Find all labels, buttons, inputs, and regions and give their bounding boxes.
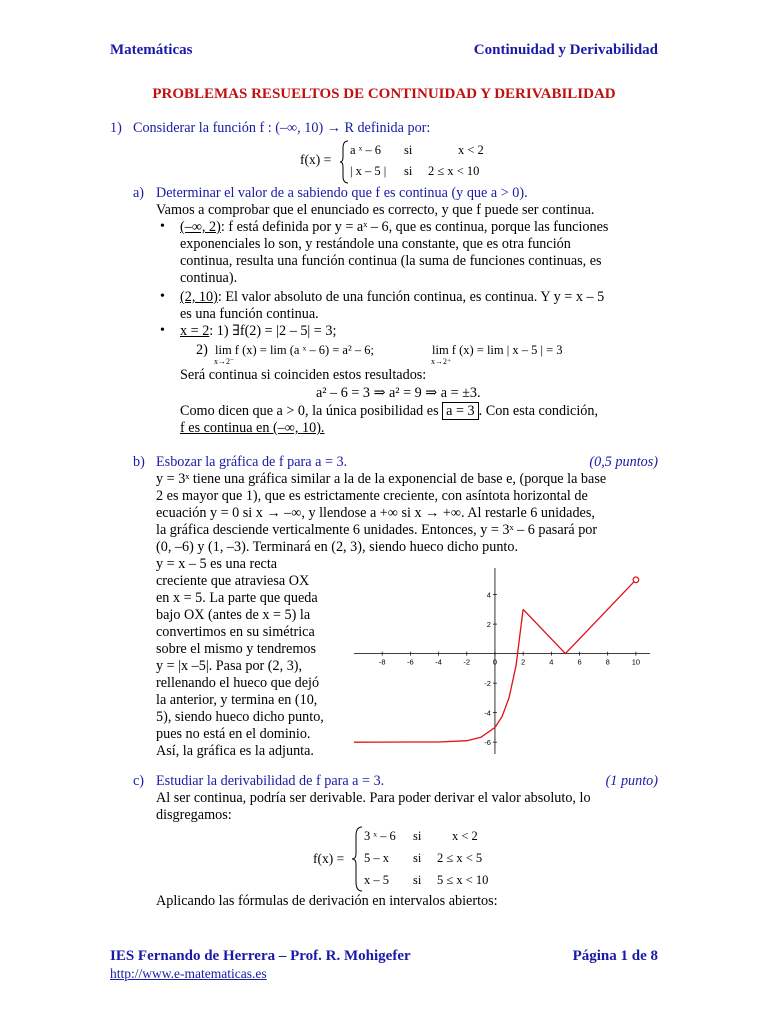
piece2-1-expr: 3 ˣ – 6 (364, 829, 396, 843)
piece-2-si: si (404, 164, 413, 178)
conclusion-line-2: f es continua en (–∞, 10). (180, 420, 325, 436)
part-b-line-4: la gráfica desciende verticalmente 6 unidades. Entonces, y = 3ˣ – 6 pasará por (156, 522, 598, 538)
side-line: en x = 5. La parte que queda (156, 590, 318, 606)
conclusion-line-1 (180, 403, 598, 420)
side-line: rellenando el hueco que dejó (156, 675, 320, 691)
series-line-0 (354, 609, 526, 742)
piece2-1-si: si (413, 829, 422, 843)
bullet-icon: • (160, 289, 165, 304)
part-b-paragraph (156, 471, 658, 556)
part-b-line-1: y = 3ˣ tiene una gráfica similar a la de la exponencial de base e, (porque la base (156, 471, 607, 487)
y-tick-label: 4 (486, 590, 491, 600)
piece-2-expr: | x – 5 | (350, 164, 387, 178)
x-tick-label: -8 (378, 657, 386, 667)
piecewise2-lhs: f(x) = (313, 851, 345, 866)
conclusion-text-a: Como dicen que a > 0, la única posibilidad es (180, 403, 439, 419)
piece-2-cond: 2 ≤ x < 10 (428, 164, 480, 178)
piece-1-si: si (404, 143, 413, 157)
bullet-1-text (180, 219, 658, 287)
part-b-line-3: ecuación y = 0 si x → –∞, y llendose a +∞ si x → +∞. Al restarle 6 unidades, (156, 505, 595, 521)
x-tick-label: 0 (492, 657, 498, 667)
equation-line: a² – 6 = 3 ⇒ a² = 9 ⇒ a = ±3. (316, 385, 481, 401)
bullet-1-line-2: exponenciales lo son, y restándole una constante, que es otra función (180, 236, 571, 252)
brace-icon (340, 140, 350, 184)
bullet-icon: • (160, 219, 165, 234)
part-c-points: (1 punto) (605, 773, 658, 789)
limit-right-sub: x→2⁺ (431, 357, 452, 366)
bullet-1-lead: (–∞, 2) (180, 219, 221, 235)
part-b-line-2: 2 es mayor que 1), que es estrictamente creciente, con asíntota horizontal de (156, 488, 588, 504)
side-line: sobre el mismo y tendremos (156, 641, 316, 657)
part-c-after: Aplicando las fórmulas de derivación en intervalos abiertos: (156, 893, 498, 909)
side-line: creciente que atraviesa OX (156, 573, 310, 589)
answer-box: a = 3 (442, 402, 479, 420)
side-line: pues no está en el dominio. (156, 726, 311, 742)
x-tick-label: 2 (521, 657, 526, 667)
limit-step-label: 2) (196, 342, 208, 358)
x-tick-label: -2 (463, 657, 471, 667)
footer-left: IES Fernando de Herrera – Prof. R. Mohigefer (110, 948, 411, 964)
bullet-icon: • (160, 323, 165, 338)
piece2-3-expr: x – 5 (364, 873, 389, 887)
function-graph (352, 560, 658, 760)
bullet-2-lead: (2, 10) (180, 289, 218, 305)
y-tick-label: 2 (486, 620, 491, 630)
part-c-title: Estudiar la derivabilidad de f para a = 3. (156, 773, 385, 789)
piece2-3-cond: 5 ≤ x < 10 (437, 873, 489, 887)
part-b-title: Esbozar la gráfica de f para a = 3. (156, 454, 348, 470)
x-tick-label: -6 (407, 657, 414, 667)
part-b-label: b) (133, 454, 145, 470)
side-line: bajo OX (antes de x = 5) la (156, 607, 311, 623)
side-line: Así, la gráfica es la adjunta. (156, 743, 314, 759)
bullet-3-text: : 1) ∃f(2) = |2 – 5| = 3; (209, 323, 337, 339)
x-tick-label: 6 (577, 657, 582, 667)
piece-1-cond: x < 2 (458, 143, 484, 157)
piecewise-lhs: f(x) = (300, 152, 332, 167)
y-tick-label: -2 (484, 679, 491, 689)
limit-left: lim f (x) = lim (a ˣ – 6) = a² – 6; (215, 343, 374, 357)
piece2-2-expr: 5 – x (364, 851, 389, 865)
footer-link[interactable]: http://www.e-matematicas.es (110, 966, 267, 981)
footer-right: Página 1 de 8 (572, 948, 658, 964)
piece2-1-cond: x < 2 (452, 829, 478, 843)
piece2-2-cond: 2 ≤ x < 5 (437, 851, 483, 865)
conclusion-text-b: . Con esta condición, (478, 403, 599, 419)
limit-left-sub: x→2⁻ (214, 357, 235, 366)
part-b-side-text (156, 556, 356, 760)
open-point-marker (633, 577, 639, 583)
piece2-2-si: si (413, 851, 422, 865)
side-line: convertimos en su simétrica (156, 624, 315, 640)
part-a-intro: Vamos a comprobar que el enunciado es correcto, y que f puede ser continua. (156, 202, 595, 218)
y-tick-label: -4 (484, 708, 491, 718)
bullet-1-line-4: continua). (180, 270, 238, 286)
x-tick-label: 10 (631, 657, 641, 667)
bullet-1-line-3: continua, resulta una función continua (la suma de funciones continuas, es (180, 253, 602, 269)
coincide-text: Será continua si coinciden estos resultados: (180, 367, 427, 383)
limit-right: lim f (x) = lim | x – 5 | = 3 (432, 343, 563, 357)
part-a-label: a) (133, 185, 145, 201)
x-tick-label: -4 (435, 657, 442, 667)
page-title: PROBLEMAS RESUELTOS DE CONTINUIDAD Y DERIVABILIDAD (152, 86, 616, 102)
x-tick-label: 4 (549, 657, 554, 667)
bullet-2-text (180, 289, 658, 323)
part-c-paragraph (156, 790, 658, 824)
problem-statement: Considerar la función f : (–∞, 10) → R definida por: (133, 120, 431, 136)
part-c-label: c) (133, 773, 145, 789)
x-tick-label: 8 (605, 657, 610, 667)
part-c-line-2: disgregamos: (156, 807, 232, 823)
piece2-3-si: si (413, 873, 422, 887)
part-b-points: (0,5 puntos) (589, 454, 658, 470)
y-tick-label: -6 (484, 738, 491, 748)
part-a-title: Determinar el valor de a sabiendo que f es continua (y que a > 0). (156, 185, 528, 201)
piece-1-expr: a ˣ – 6 (350, 143, 382, 157)
bullet-1-line-1: : f está definida por y = aˣ – 6, que es continua, porque las funciones (220, 219, 609, 235)
side-line: la anterior, y termina en (10, (156, 692, 318, 708)
side-line: y = |x –5|. Pasa por (2, 3), (156, 658, 303, 674)
side-line: 5), siendo hueco dicho punto, (156, 709, 324, 725)
side-line: y = x – 5 es una recta (156, 556, 278, 572)
series-line-1 (523, 580, 636, 654)
problem-number: 1) (110, 120, 122, 136)
header-left: Matemáticas (110, 42, 193, 58)
bullet-3-lead: x = 2 (180, 323, 210, 339)
part-c-line-1: Al ser continua, podría ser derivable. Para poder derivar el valor absoluto, lo (156, 790, 591, 806)
part-b-line-5: (0, –6) y (1, –3). Terminará en (2, 3), siendo hueco dicho punto. (156, 539, 519, 555)
bullet-2-line-2: es una función continua. (180, 306, 319, 322)
brace-icon (352, 826, 364, 892)
bullet-3-line-1 (180, 323, 336, 340)
header-right: Continuidad y Derivabilidad (473, 42, 658, 58)
bullet-2-line-1: : El valor absoluto de una función continua, es continua. Y y = x – 5 (217, 289, 605, 305)
